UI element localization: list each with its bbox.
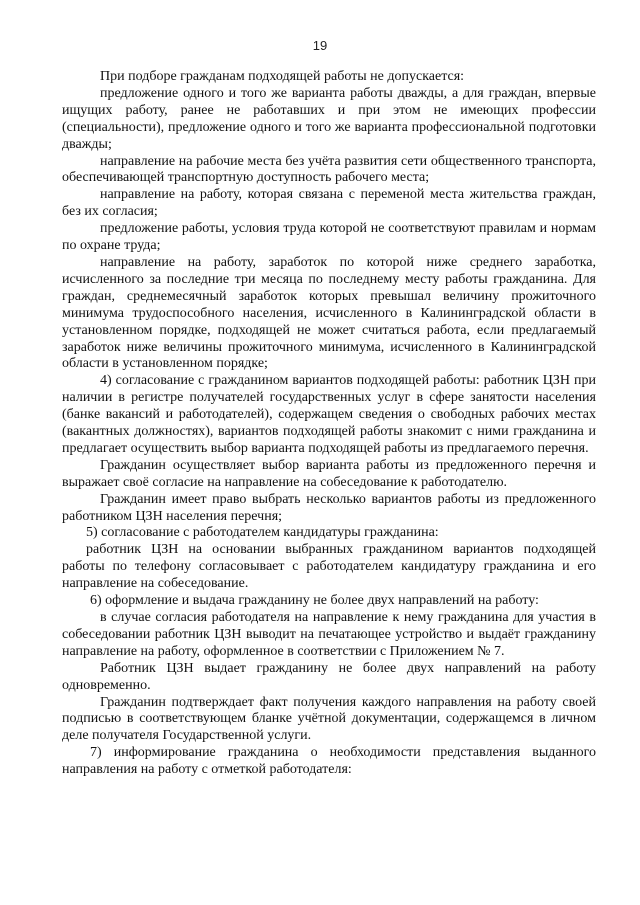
paragraph: 7) информирование гражданина о необходимости представления выданного направления на работу с отметкой работодателя: — [62, 745, 596, 778]
paragraph: в случае согласия работодателя на направление к нему гражданина для участия в собеседовании работник ЦЗН выводит на печатающее устройство и выдаёт гражданину направление на работу, оформленное в соответствии с Приложением № 7. — [62, 610, 596, 659]
paragraph: 4) согласование с гражданином вариантов подходящей работы: работник ЦЗН при наличии в регистре получателей государственных услуг в сфере занятости населения (банке вакансий и работодателей), содержащем сведения о свободных рабочих местах (вакантных должностях), вариантов подходящей работы знакомит с ними гражданина и предлагает осуществить выбор варианта подходящей работы из предлагаемого перечня. — [62, 373, 596, 456]
paragraph: 6) оформление и выдача гражданину не более двух направлений на работу: — [90, 593, 539, 609]
paragraph: предложение одного и того же варианта работы дважды, а для граждан, впервые ищущих работу, ранее не работавших и при этом не имеющих профессии (специальности), предложение одного и того же варианта профессиональной подготовки дважды; — [62, 85, 596, 152]
paragraph: предложение работы, условия труда которой не соответствуют правилам и нормам по охране труда; — [62, 221, 596, 254]
paragraph: Гражданин имеет право выбрать несколько вариантов работы из предложенного работником ЦЗН населения перечня; — [62, 491, 596, 524]
paragraph: Гражданин подтверждает факт получения каждого направления на работу своей подписью в соответствующем бланке учётной документации, содержащемся в личном деле получателя Государственной услуги. — [62, 694, 596, 744]
paragraph: Гражданин осуществляет выбор варианта работы из предложенного перечня и выражает своё согласие на направление на собеседование к работодателю. — [62, 457, 596, 490]
paragraph: направление на рабочие места без учёта развития сети общественного транспорта, обеспечивающей транспортную доступность рабочего места; — [62, 153, 596, 186]
paragraph: направление на работу, которая связана с переменой места жительства граждан, без их согласия; — [62, 187, 596, 220]
document-body — [62, 69, 596, 779]
paragraph: 5) согласование с работодателем кандидатуры гражданина: — [86, 525, 439, 541]
page-number: 19 — [312, 38, 328, 53]
paragraph: направление на работу, заработок по которой ниже среднего заработка, исчисленного за последние три месяца по последнему месту работы гражданина. Для граждан, среднемесячный заработок которых превышал величину прожиточного минимума трудоспособного населения, исчисленного в Калининградской области в установленном порядке, подходящей не может считаться работа, если предлагаемый заработок ниже величины прожиточного минимума, исчисленного в Калининградской области в установленном порядке; — [62, 254, 596, 372]
paragraph: Работник ЦЗН выдает гражданину не более двух направлений на работу одновременно. — [62, 660, 596, 693]
paragraph: При подборе гражданам подходящей работы не допускается: — [100, 69, 465, 84]
paragraph: работник ЦЗН на основании выбранных гражданином вариантов подходящей работы по телефону согласовывает с работодателем кандидатуру гражданина и его направление на собеседование. — [62, 542, 596, 592]
